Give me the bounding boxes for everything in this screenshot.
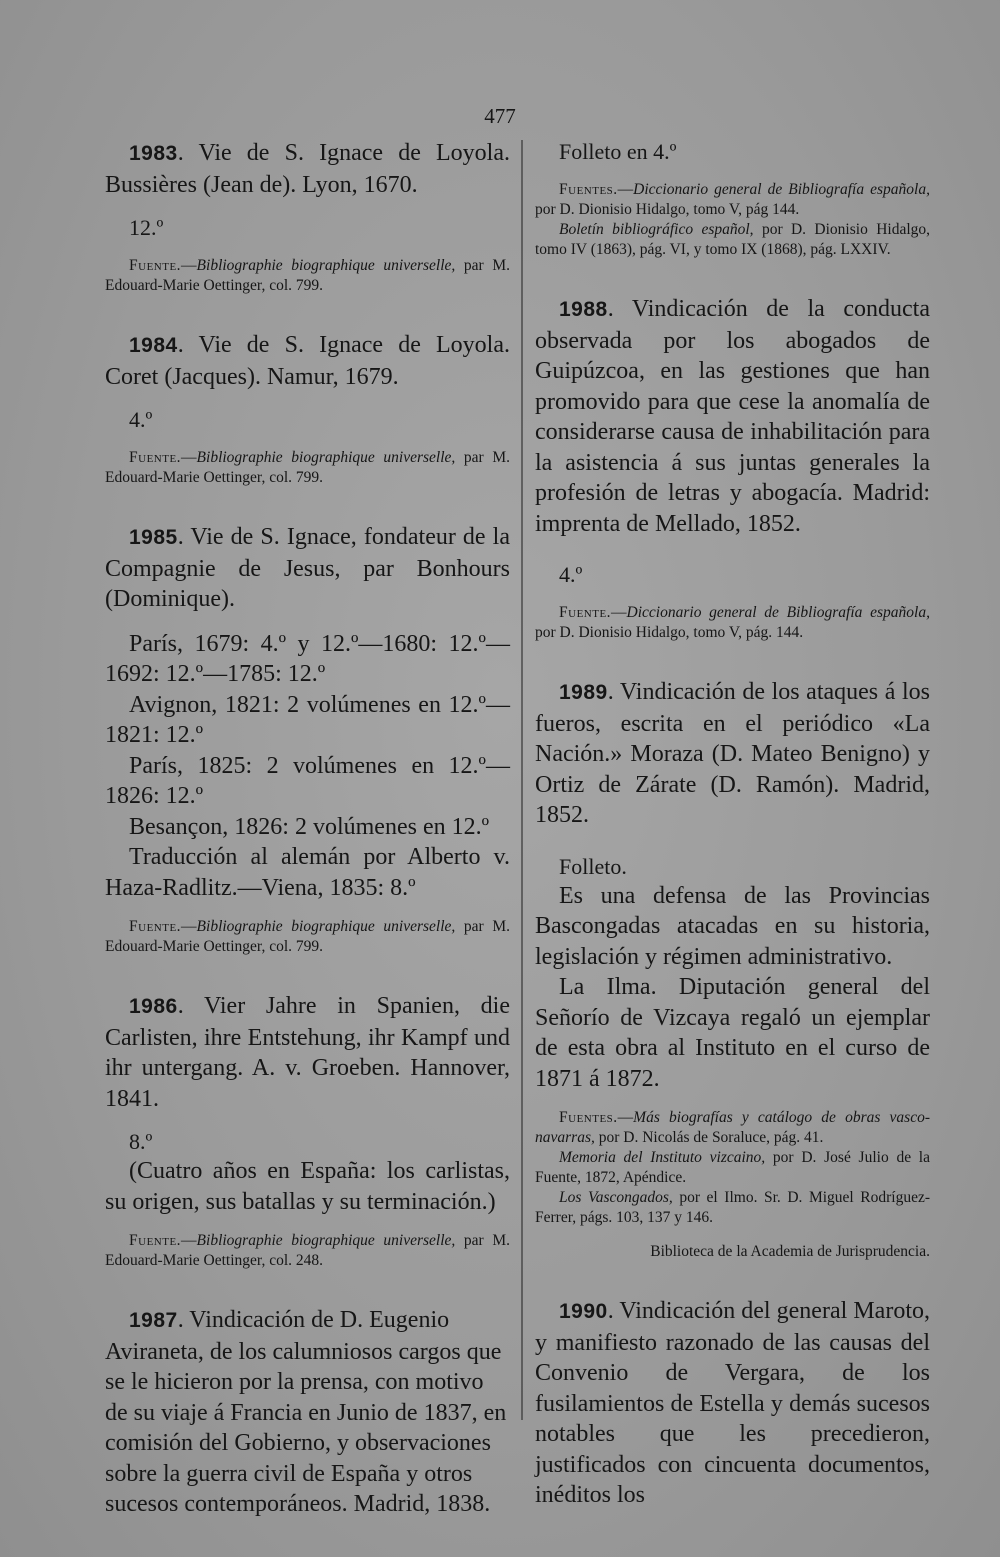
entry-source	[535, 1148, 930, 1188]
entry-number: 1987	[129, 1309, 178, 1332]
source-title: Más biografías y catálogo de obras vasco-navarras,	[535, 1109, 930, 1146]
entry-source: Fuente.—Bibliographie biographique universelle, par M. Edouard-Marie Oettinger, col. 799.	[105, 918, 510, 955]
entry-number: 1984	[129, 334, 178, 357]
entry-format: Folleto.	[559, 853, 627, 879]
entry-source: Fuente.—Bibliographie biographique universelle, par M. Edouard-Marie Oettinger, col. 799.	[105, 449, 510, 486]
source-label: Fuente.	[559, 604, 612, 621]
entry-title-text: Vindicación de la conducta observada por los abogados de Guipúzcoa, en las gestiones que han promovido para que cese la anomalía de considerarse causa de inhabilitación para la asistencia á sus juntas generales la profesión de letras y abogacía. Madrid: imprenta de Mellado, 1852.	[535, 296, 930, 537]
edition-line: París, 1679: 4.º y 12.º—1680: 12.º—1692: 12.º—1785: 12.º	[105, 630, 510, 687]
source-detail: por D. Dionisio Hidalgo, tomo IV (1863), pág. VI, y tomo IX (1868), pág. LXXIV.	[535, 221, 930, 258]
source-title: Memoria del Instituto vizcaino,	[559, 1149, 766, 1166]
entry-note: Es una defensa de las Provincias Bascongadas atacadas en su historia, legislación y régimen administrativo.	[535, 882, 930, 970]
entry-1983	[105, 138, 510, 296]
source-label: Fuente.	[129, 1232, 182, 1249]
entry-title: 1983. Vie de S. Ignace de Loyola. Bussières (Jean de). Lyon, 1670.	[105, 140, 510, 198]
entry-1989	[535, 677, 930, 1262]
edition-line: París, 1825: 2 volúmenes en 12.º—1826: 12.º	[105, 752, 510, 809]
source-title: Bibliographie biographique universelle,	[196, 449, 456, 466]
entry-title-text: Vie de S. Ignace, fondateur de la Compagnie de Jesus, par Bonhours (Dominique).	[105, 524, 510, 612]
entry-1987-continued	[535, 138, 930, 260]
source-label: Fuente.	[129, 918, 182, 935]
source-label: Fuentes.	[559, 181, 618, 198]
entry-source	[535, 1188, 930, 1228]
entry-1988	[535, 294, 930, 643]
source-title: Bibliographie biographique universelle,	[196, 1232, 456, 1249]
source-title: Diccionario general de Bibliografía española,	[633, 181, 930, 198]
entry-title-text: Vindicación de D. Eugenio Aviraneta, de los calumniosos cargos que se le hicieron por la prensa, con motivo de su viaje á Francia en Junio de 1837, en comisión del Gobierno, y observaciones sobre la guerra civil de España y otros sucesos contemporáneos. Madrid, 1838.	[105, 1307, 507, 1517]
entry-1987	[105, 1305, 510, 1520]
source-detail: por D. Nicolás de Soraluce, pág. 41.	[598, 1129, 824, 1146]
entry-format: 4.º	[559, 562, 583, 587]
source-label: Fuente.	[129, 257, 182, 274]
entry-title: 1985. Vie de S. Ignace, fondateur de la Compagnie de Jesus, par Bonhours (Dominique).	[105, 524, 510, 612]
entry-title: 1988. Vindicación de la conducta observada por los abogados de Guipúzcoa, en las gestiones que han promovido para que cese la anomalía de considerarse causa de inhabilitación para la asistencia á sus juntas generales la profesión de letras y abogacía. Madrid: imprenta de Mellado, 1852.	[535, 296, 930, 537]
entry-number: 1983	[129, 142, 178, 165]
entry-format: 4.º	[129, 407, 153, 432]
entry-number: 1989	[559, 681, 608, 704]
entry-title: 1986. Vier Jahre in Spanien, die Carlisten, ihre Entstehung, ihr Kampf und ihr untergang. A. v. Groeben. Hannover, 1841.	[105, 993, 510, 1112]
entry-title: 1990. Vindicación del general Maroto, y manifiesto razonado de las causas del Convenio de Vergara, de los fusilamientos de Estella y demás sucesos notables que les precedieron, justificados con cincuenta documentos, inéditos los	[535, 1298, 930, 1508]
library-note: Biblioteca de la Academia de Jurisprudencia.	[650, 1243, 930, 1260]
source-title: Los Vascongados,	[559, 1189, 673, 1206]
page-number: 477	[484, 104, 516, 128]
entry-note: (Cuatro años en España: los carlistas, su origen, sus batallas y su terminación.)	[105, 1158, 510, 1215]
left-column	[105, 138, 510, 1520]
entry-note: La Ilma. Diputación general del Señorío de Vizcaya regaló un ejemplar de esta obra al Instituto en el curso de 1871 á 1872.	[535, 974, 930, 1092]
source-detail: por D. Dionisio Hidalgo, tomo V, pág 144.	[535, 201, 800, 218]
entry-title-text: Vier Jahre in Spanien, die Carlisten, ihre Entstehung, ihr Kampf und ihr untergang. A. v. Groeben. Hannover, 1841.	[105, 993, 510, 1112]
edition-line: Besançon, 1826: 2 volúmenes en 12.º	[129, 813, 490, 840]
entry-format: Folleto en 4.º	[559, 139, 677, 164]
source-detail: por D. Dionisio Hidalgo, tomo V, pág. 144.	[535, 624, 804, 641]
right-column	[535, 138, 930, 1511]
entry-title-text: Vie de S. Ignace de Loyola. Coret (Jacques). Namur, 1679.	[105, 332, 510, 390]
entry-source: Fuentes.—Más biografías y catálogo de obras vasco-navarras, por D. Nicolás de Soraluce, pág. 41.	[535, 1109, 930, 1146]
entry-format: 8.º	[129, 1129, 153, 1154]
entry-title: 1987. Vindicación de D. Eugenio Aviraneta, de los calumniosos cargos que se le hicieron por la prensa, con motivo de su viaje á Francia en Junio de 1837, en comisión del Gobierno, y observaciones sobre la guerra civil de España y otros sucesos contemporáneos. Madrid, 1838.	[105, 1307, 507, 1517]
entry-1986	[105, 991, 510, 1271]
source-detail: por D. José Julio de la Fuente, 1872, Apéndice.	[535, 1149, 930, 1186]
entry-title-text: Vindicación del general Maroto, y manifiesto razonado de las causas del Convenio de Vergara, de los fusilamientos de Estella y demás sucesos notables que les precedieron, justificados con cincuenta documentos, inéditos los	[535, 1298, 930, 1508]
entry-source: Fuente.—Bibliographie biographique universelle, par M. Edouard-Marie Oettinger, col. 248.	[105, 1232, 510, 1269]
source-detail: por el Ilmo. Sr. D. Miguel Rodríguez-Ferrer, págs. 103, 137 y 146.	[535, 1189, 931, 1226]
entry-source: Fuente.—Bibliographie biographique universelle, par M. Edouard-Marie Oettinger, col. 799.	[105, 257, 510, 294]
source-label: Fuentes.	[559, 1109, 618, 1126]
entry-source: Fuente.—Diccionario general de Bibliografía española, por D. Dionisio Hidalgo, tomo V, pág. 144.	[535, 604, 930, 641]
entry-title: 1984. Vie de S. Ignace de Loyola. Coret (Jacques). Namur, 1679.	[105, 332, 510, 390]
source-detail: par M. Edouard-Marie Oettinger, col. 248.	[105, 1232, 510, 1269]
source-detail: par M. Edouard-Marie Oettinger, col. 799.	[105, 257, 510, 294]
entry-1984	[105, 330, 510, 488]
entry-number: 1986	[129, 995, 178, 1018]
edition-line: Avignon, 1821: 2 volúmenes en 12.º—1821: 12.º	[105, 691, 510, 748]
source-title: Diccionario general de Bibliografía española,	[626, 604, 930, 621]
entry-1990	[535, 1296, 930, 1511]
source-title: Bibliographie biographique universelle,	[196, 918, 456, 935]
entry-number: 1988	[559, 298, 608, 321]
source-detail: par M. Edouard-Marie Oettinger, col. 799.	[105, 449, 510, 486]
entry-title-text: Vindicación de los ataques á los fueros, escrita en el periódico «La Nación.» Moraza (D. Mateo Benigno) y Ortiz de Zárate (D. Ramón). Madrid, 1852.	[535, 679, 930, 828]
source-detail: par M. Edouard-Marie Oettinger, col. 799.	[105, 918, 510, 955]
source-title: Bibliographie biographique universelle,	[196, 257, 456, 274]
entry-source	[535, 220, 930, 260]
entry-1985	[105, 522, 510, 957]
column-divider	[521, 140, 523, 1420]
entry-number: 1985	[129, 526, 178, 549]
entry-number: 1990	[559, 1300, 608, 1323]
source-title: Boletín bibliográfico español,	[559, 221, 754, 238]
source-label: Fuente.	[129, 449, 182, 466]
entry-title-text: Vie de S. Ignace de Loyola. Bussières (Jean de). Lyon, 1670.	[105, 140, 510, 198]
entry-format: 12.º	[129, 215, 164, 240]
entry-source: Fuentes.—Diccionario general de Bibliografía española, por D. Dionisio Hidalgo, tomo V, pág 144.	[535, 181, 930, 218]
entry-title: 1989. Vindicación de los ataques á los fueros, escrita en el periódico «La Nación.» Moraza (D. Mateo Benigno) y Ortiz de Zárate (D. Ramón). Madrid, 1852.	[535, 679, 930, 828]
edition-line: Traducción al alemán por Alberto v. Haza-Radlitz.—Viena, 1835: 8.º	[105, 844, 510, 901]
